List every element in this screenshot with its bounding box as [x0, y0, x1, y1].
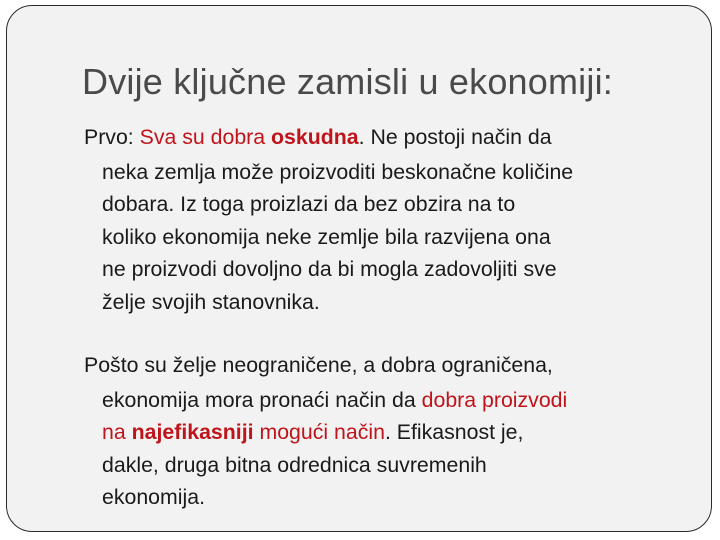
text-segment-red-bold: oskudna: [271, 125, 359, 149]
bullet-line: [84, 384, 694, 417]
bullet-line: ne proizvodi dovoljno da bi mogla zadovoljiti sve: [102, 257, 557, 281]
bullet-line: [84, 121, 694, 156]
bullet-line: želje svojih stanovnika.: [102, 289, 320, 314]
bullet-line: [84, 349, 694, 384]
bullet-line: dobara. Iz toga proizlazi da bez obzira na to: [102, 192, 516, 216]
text-segment-red: dobra proizvodi: [421, 387, 568, 412]
text-segment-red: Sva su dobra: [139, 125, 272, 149]
text-segment: . Efikasnost je,: [384, 420, 524, 444]
text-segment-red: mogući način: [253, 420, 385, 444]
bullet-line: [84, 416, 694, 449]
bullet-line: koliko ekonomija neke zemlje bila razvijena ona: [102, 224, 551, 249]
text-segment: ekonomija mora pronaći način da: [102, 387, 422, 412]
text-segment: . Ne postoji način da: [358, 125, 552, 149]
slide-title: Dvije ključne zamisli u ekonomiji:: [82, 61, 613, 102]
text-segment-red: na: [102, 420, 132, 444]
bullet-line: ekonomija.: [102, 485, 205, 509]
bullet-scarcity: [84, 121, 694, 318]
bullet-efficiency: [84, 349, 694, 514]
bullet-line: dakle, druga bitna odrednica suvremenih: [102, 452, 487, 477]
slide: [6, 5, 712, 532]
text-segment-red-bold: najefikasniji: [131, 420, 254, 444]
text-segment: Prvo:: [84, 125, 140, 149]
text-segment: Pošto su želje neograničene, a dobra ograničena,: [84, 353, 553, 377]
bullet-line: neka zemlja može proizvoditi beskonačne količine: [102, 159, 574, 184]
